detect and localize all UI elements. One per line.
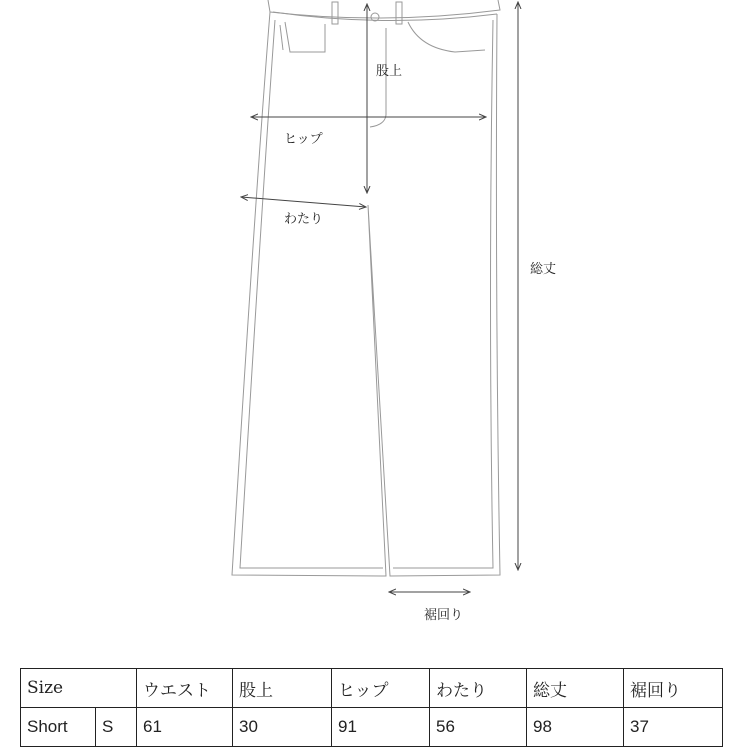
pants-outline xyxy=(232,12,500,576)
cell-rise: 30 xyxy=(233,708,332,747)
total-length-label: 総丈 xyxy=(530,262,557,277)
table-row xyxy=(21,708,723,747)
header-thigh: わたり xyxy=(430,669,527,708)
header-waist: ウエスト xyxy=(137,669,233,708)
table-header-row xyxy=(21,669,723,708)
header-hem: 裾回り xyxy=(624,669,723,708)
cell-size: S xyxy=(96,708,137,747)
header-rise: 股上 xyxy=(233,669,332,708)
thigh-label: わたり xyxy=(284,212,324,227)
cell-waist: 61 xyxy=(137,708,233,747)
thigh-arrow xyxy=(241,197,366,207)
cell-total-length: 98 xyxy=(527,708,624,747)
cell-type: Short xyxy=(21,708,96,747)
hem-label: 裾回り xyxy=(424,608,464,623)
header-total-length: 総丈 xyxy=(527,669,624,708)
header-size: Size xyxy=(21,669,137,708)
rise-label: 股上 xyxy=(376,64,403,79)
cell-hip: 91 xyxy=(332,708,430,747)
cell-hem: 37 xyxy=(624,708,723,747)
header-hip: ヒップ xyxy=(332,669,430,708)
size-table xyxy=(20,668,723,747)
cell-thigh: 56 xyxy=(430,708,527,747)
hip-label: ヒップ xyxy=(284,132,323,147)
